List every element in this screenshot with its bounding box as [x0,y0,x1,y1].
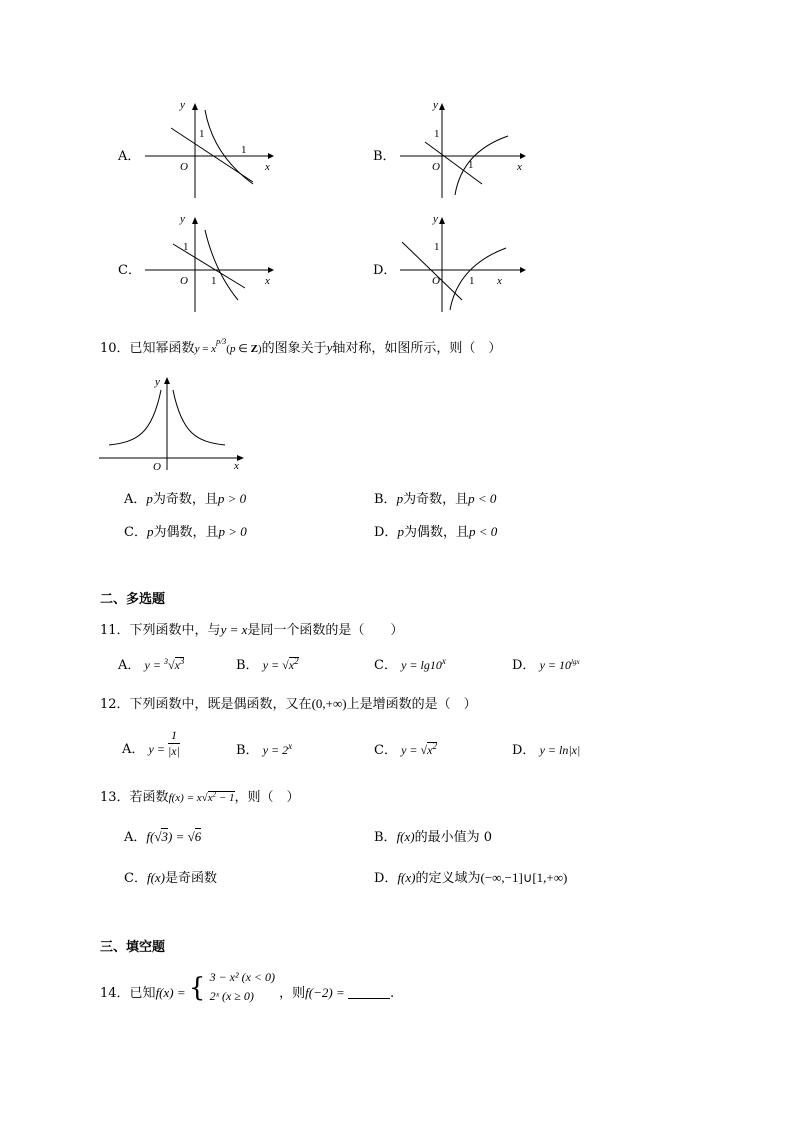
q10-stem: 10．已知幂函数$y = x^{p/3}(p$ ∈ Z)的图象关于y轴对称，如图所示，则（ ） [100,337,502,356]
power-function: $y = x^{p/3}(p$ ∈ Z) [194,337,262,355]
x-label: x [265,275,270,287]
q11-option-a: A． $y = ^3√x^3$ [118,656,185,673]
y-label: y [433,99,438,111]
q12-option-d: D． y = ln|x| [512,743,581,758]
x-label: x [265,161,270,173]
stem-text: 轴对称，如图所示，则（ ） [332,341,502,356]
q10-option-d: D．p为偶数，且p < 0 [374,524,498,540]
x-label: x [234,460,239,472]
y-label: y [433,213,438,225]
tick-1-y: 1 [183,241,189,253]
q13-option-d: D．f(x)的定义域为(−∞,−1]∪[1,+∞) [374,870,568,886]
graph-a [143,100,273,200]
q11-option-b: B． $y = √x^2$ [236,656,299,673]
curve-right [173,390,225,445]
q10-option-b: B．p为奇数，且p < 0 [374,491,497,507]
q12-option-b: B． $y = 2^x$ [236,741,293,758]
x-label: x [497,275,502,287]
q10-option-c: C．p为偶数，且p > 0 [124,524,247,540]
graph-d [400,214,530,314]
q11-option-c: C． $y = \lg 10^x$ [374,656,446,673]
option-label: D． [373,263,397,278]
q12-stem: 12．下列函数中，既是偶函数，又在(0,+∞)上是增函数的是（ ） [100,696,477,712]
tick-1-x: 1 [241,144,247,156]
origin-label: O [432,161,440,173]
q10-option-a: A．p为奇数，且p > 0 [124,491,247,507]
q13-stem: 13．若函数$f(x) = x√x^2 - 1$，则（ ） [100,790,300,805]
tick-1-x: 1 [468,159,474,171]
graph-c [143,214,273,314]
q11-option-d: D． $y = 10^{lgx}$ [512,658,580,673]
tick-1-x: 1 [211,275,217,287]
option-label: C． [118,263,141,278]
tick-1-y: 1 [434,128,440,140]
curve-left [109,390,161,445]
answer-blank[interactable] [348,986,390,999]
stem-text: 已知幂函数 [129,341,195,356]
q11-stem: 11．下列函数中，与y = x是同一个函数的是（ ） [100,622,404,638]
x-label: x [517,161,522,173]
tick-1-y: 1 [199,128,205,140]
line-graph [402,242,462,300]
origin-label: O [180,161,188,173]
tick-1-x: 1 [469,275,475,287]
tick-1-y: 1 [434,241,440,253]
section-title-fill-in: 三、填空题 [100,940,166,955]
option-label: B． [373,149,396,164]
stem-text: 的图象关于 [261,341,327,356]
q13-option-b: B．f(x)的最小值为 0 [374,829,493,845]
q13-option-c: C．f(x)是奇函数 [124,870,218,886]
y-label: y [180,213,185,225]
q12-option-a: A． y = $\frac{1}{|x|}$ [122,728,180,758]
q14-stem: 14．已知f(x) = { 3 − x² (x < 0) 2ˣ (x ≥ 0) ，则f(−2) = . [100,968,394,1008]
origin-label: O [180,275,188,287]
option-label: A． [118,149,141,164]
q10-graph [97,372,257,472]
curve-graph [455,136,508,195]
curve-graph [205,230,238,300]
section-title-multiple-choice: 二、多选题 [100,592,166,607]
q13-option-a: A．f(√3) = √6 [124,829,202,845]
brace: { [188,973,206,1003]
y-label: y [180,99,185,111]
origin-label: O [432,275,440,287]
y-label: y [155,376,160,388]
graph-b [400,100,530,200]
q12-option-c: C． $y = √x^2$ [374,741,437,758]
origin-label: O [153,461,161,473]
question-number: 10． [100,341,130,356]
